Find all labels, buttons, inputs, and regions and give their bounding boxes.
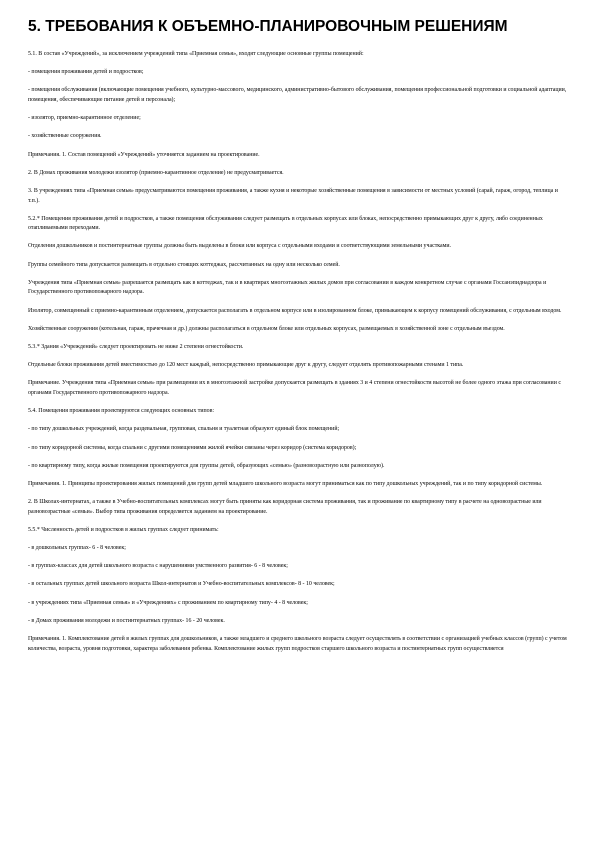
note-paragraph: 2. В Школах-интернатах, а также в Учебно-воспитательных комплексах могут быть приняты как коридорная система проживания, так и проживание по квартирному типу в расчете на одновозрастные или разновозрастные «семьи». Выбор типа проживания определяется заданием на проектирование.	[28, 499, 542, 515]
list-item: - в остальных группах детей школьного возраста Школ-интернатов и Учебно-воспитательных комплексов- 8 - 10 человек;	[28, 581, 335, 588]
list-item: - в учреждениях типа «Приемная семья» и «Учреждениях» с проживанием по квартирному типу- 4 - 8 человек;	[28, 599, 308, 606]
paragraph-5-3: 5.3.* Здания «Учреждений» следует проектировать не ниже 2 степени огнестойкости.	[28, 344, 244, 350]
note-paragraph: Примечания. 1. Состав помещений «Учреждений» уточняется заданием на проектирование.	[28, 151, 260, 158]
list-item: - изолятор, приемно-карантинное отделение;	[28, 115, 141, 122]
list-item: - помещения обслуживания (включающие помещения учебного, культурно-массового, медицинского, административно-бытового обслуживания, помещения профессиональной подготовки и социальной адаптации, помещения, обеспечивающие питание детей и персонала);	[28, 87, 567, 103]
list-item: - помещения проживания детей и подростков;	[28, 69, 144, 76]
body-paragraph: Хозяйственные сооружения (котельная, гараж, прачечная и др.) должны располагаться в отдельном блоке или отдельных корпусах, размещаемых в хозяйственной зоне с отдельным въездом.	[28, 325, 505, 332]
body-paragraph: Отдельные блоки проживания детей вместимостью до 120 мест каждый, непосредственно примыкающие друг к другу, следует отделять противопожарными стенами 1 типа.	[28, 362, 464, 369]
list-item: - хозяйственные сооружения.	[28, 133, 102, 140]
note-paragraph: 3. В учреждениях типа «Приемная семья» предусматриваются помещения проживания, а также кухня и некоторые хозяйственные помещения в зависимости от местных условий (сарай, гараж, огород, теплица и т.п.).	[28, 187, 558, 204]
note-paragraph: Примечания. 1. Комплектование детей в жилых группах для дошкольников, а также младшего и среднего школьного возраста следует осуществлять в соответствии с организацией учебных классов (групп) с учетом количества, возраста, уровня подготовки, характера заболевания ребенка. Комплектование жилых групп подростков старшего школьного возраста и постинтернатных групп осуществляется	[28, 636, 567, 652]
note-paragraph: Примечания. 1. Принципы проектирования жилых помещений для групп детей младшего школьного возраста могут приниматься как по типу дошкольных учреждений, так и по типу коридорной системы.	[28, 480, 543, 487]
paragraph-5-1: 5.1. В состав «Учреждений», за исключением учреждений типа «Приемная семья», входят следующие основные группы помещений:	[28, 51, 364, 57]
page-title: 5. ТРЕБОВАНИЯ К ОБЪЕМНО-ПЛАНИРОВОЧНЫМ РЕШЕНИЯМ	[28, 18, 508, 35]
list-item: - в Домах проживания молодежи и постинтернатных группах- 16 - 20 человек.	[28, 617, 225, 624]
paragraph-5-5: 5.5.* Численность детей и подростков в жилых группах следует принимать:	[28, 526, 219, 533]
document-body	[28, 50, 567, 654]
body-paragraph: Изолятор, совмещенный с приемно-карантинным отделением, допускается располагать в отдельном корпусе или в изолированном блоке, примыкающем к корпусу помещений обслуживания, с отдельным входом.	[28, 307, 562, 314]
list-item: - по типу коридорной системы, когда спальни с другими помещениями жилой ячейки связаны через коридор (система коридоров);	[28, 444, 357, 451]
body-paragraph: Группы семейного типа допускается размещать в отдельно стоящих коттеджах, рассчитанных на одну или несколько семей.	[28, 261, 340, 268]
list-item: - в дошкольных группах- 6 - 8 человек;	[28, 545, 126, 552]
list-item: - по типу дошкольных учреждений, когда раздевальная, групповая, спальня и туалетная образуют единый блок помещений;	[28, 426, 340, 433]
paragraph-5-4: 5.4. Помещения проживания проектируются следующих основных типов:	[28, 408, 215, 415]
body-paragraph: Учреждения типа «Приемная семья» разрешается размещать как в коттеджах, так и в квартирах многоэтажных жилых домов при согласовании в каждом конкретном случае с органами Госсанэпиднадзора и Государственного противопожарного надзора.	[28, 279, 547, 296]
note-paragraph: Примечание. Учреждения типа «Приемная семья» при размещении их в многоэтажной застройке допускается размещать в зданиях 3 и 4 степени огнестойкости высотой не более одного этажа при согласовании с органами Государственного противопожарного надзора.	[28, 380, 561, 396]
body-paragraph: Отделения дошкольников и постинтернатные группы должны быть выделены в блоки или корпуса с отдельными входами и соответствующими земельными участками.	[28, 243, 452, 250]
note-paragraph: 2. В Домах проживания молодежи изолятор (приемно-карантинное отделение) не предусматривается.	[28, 169, 284, 176]
paragraph-5-2: 5.2.* Помещения проживания детей и подростков, а также помещения обслуживания следует размещать в отдельных корпусах или блоках, непосредственно примыкающих друг к другу, либо соединенных отапливаемыми переходами.	[28, 215, 543, 232]
list-item: - в группах-классах для детей школьного возраста с нарушениями умственного развития- 6 - 8 человек;	[28, 563, 288, 570]
list-item: - по квартирному типу, когда жилые помещения проектируются для группы детей, образующих «семью» (разновозрастную или разнополую).	[28, 462, 385, 469]
